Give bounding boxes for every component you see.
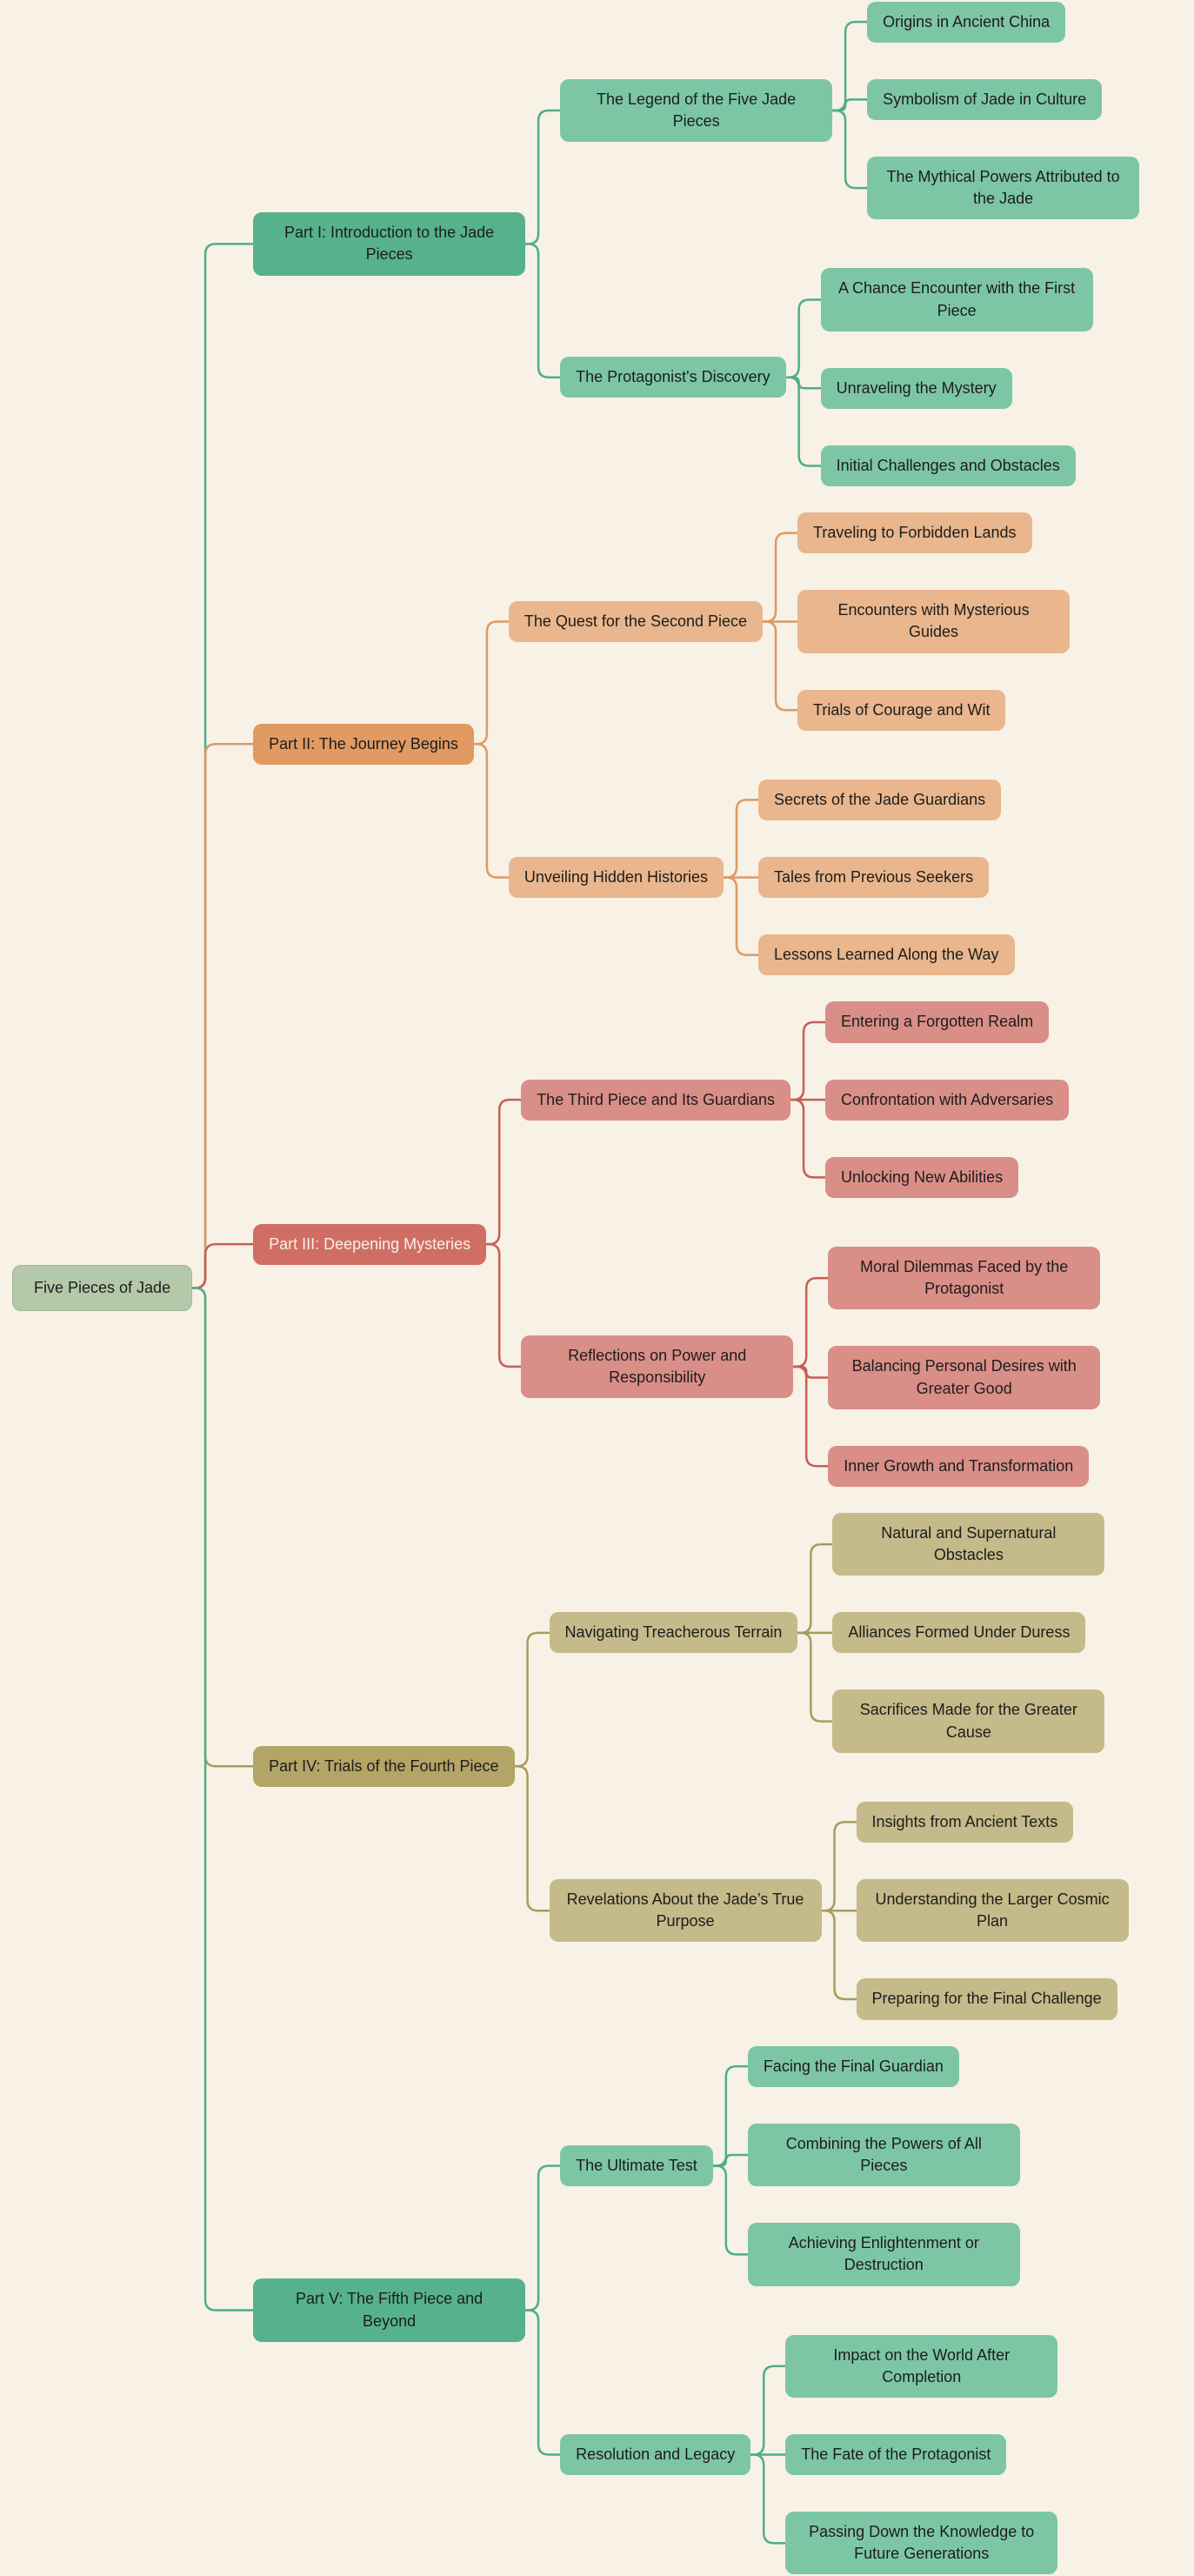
mindmap-node-insights-from-ancient-texts[interactable]: Insights from Ancient Texts xyxy=(857,1802,1074,1843)
branch-the-fate-of-the-protagonist xyxy=(785,2434,1057,2475)
mindmap-node-resolution-and-legacy[interactable]: Resolution and Legacy xyxy=(560,2434,750,2475)
branch-revelations-about-the-jade-s-true-purpose xyxy=(550,1802,1129,2020)
mindmap-node-unraveling-the-mystery[interactable]: Unraveling the Mystery xyxy=(821,368,1012,409)
mindmap-node-revelations-about-the-jade-s-true-purpose[interactable]: Revelations About the Jade’s True Purpose xyxy=(550,1879,822,1942)
children-of-part-iv-trials-of-the-fourth-piece xyxy=(550,1513,1129,2020)
branch-inner-growth-and-transformation xyxy=(828,1446,1100,1487)
branch-part-i-introduction-to-the-jade-pieces xyxy=(253,2,1139,487)
branch-navigating-treacherous-terrain xyxy=(550,1513,1129,1753)
branch-secrets-of-the-jade-guardians xyxy=(758,779,1015,820)
branch-origins-in-ancient-china xyxy=(867,2,1139,43)
branch-the-mythical-powers-attributed-to-the-jade xyxy=(867,157,1139,219)
children-of-revelations-about-the-jade-s-true-purpose xyxy=(857,1802,1129,2020)
children-of-navigating-treacherous-terrain xyxy=(832,1513,1104,1753)
mindmap-node-part-v-the-fifth-piece-and-beyond[interactable]: Part V: The Fifth Piece and Beyond xyxy=(253,2278,525,2341)
children-of-part-ii-the-journey-begins xyxy=(509,512,1070,975)
mindmap-node-lessons-learned-along-the-way[interactable]: Lessons Learned Along the Way xyxy=(758,934,1015,975)
mindmap-node-the-third-piece-and-its-guardians[interactable]: The Third Piece and Its Guardians xyxy=(521,1080,790,1121)
mindmap-node-the-fate-of-the-protagonist[interactable]: The Fate of the Protagonist xyxy=(785,2434,1006,2475)
mindmap-node-understanding-the-larger-cosmic-plan[interactable]: Understanding the Larger Cosmic Plan xyxy=(857,1879,1129,1942)
branch-impact-on-the-world-after-completion xyxy=(785,2335,1057,2398)
mindmap-node-the-quest-for-the-second-piece[interactable]: The Quest for the Second Piece xyxy=(509,601,763,642)
mindmap-node-inner-growth-and-transformation[interactable]: Inner Growth and Transformation xyxy=(828,1446,1089,1487)
branch-part-ii-the-journey-begins xyxy=(253,512,1139,975)
branch-trials-of-courage-and-wit xyxy=(797,690,1070,731)
mindmap-node-sacrifices-made-for-the-greater-cause[interactable]: Sacrifices Made for the Greater Cause xyxy=(832,1689,1104,1752)
mindmap-node-impact-on-the-world-after-completion[interactable]: Impact on the World After Completion xyxy=(785,2335,1057,2398)
branch-confrontation-with-adversaries xyxy=(825,1080,1069,1121)
mindmap-node-tales-from-previous-seekers[interactable]: Tales from Previous Seekers xyxy=(758,857,989,898)
mindmap-node-initial-challenges-and-obstacles[interactable]: Initial Challenges and Obstacles xyxy=(821,445,1076,486)
mindmap-node-natural-and-supernatural-obstacles[interactable]: Natural and Supernatural Obstacles xyxy=(832,1513,1104,1576)
branch-symbolism-of-jade-in-culture xyxy=(867,79,1139,120)
branch-part-iii-deepening-mysteries xyxy=(253,1001,1139,1487)
mindmap-node-part-ii-the-journey-begins[interactable]: Part II: The Journey Begins xyxy=(253,724,474,765)
mindmap-node-the-mythical-powers-attributed-to-the-jade[interactable]: The Mythical Powers Attributed to the Jade xyxy=(867,157,1139,219)
children-of-part-v-the-fifth-piece-and-beyond xyxy=(560,2046,1057,2575)
mindmap-node-origins-in-ancient-china[interactable]: Origins in Ancient China xyxy=(867,2,1065,43)
children-of-resolution-and-legacy xyxy=(785,2335,1057,2575)
branch-the-protagonist-s-discovery xyxy=(560,268,1139,486)
branch-combining-the-powers-of-all-pieces xyxy=(748,2124,1020,2186)
branch-moral-dilemmas-faced-by-the-protagonist xyxy=(828,1247,1100,1309)
children-of-five-pieces-of-jade xyxy=(253,2,1139,2575)
children-of-the-ultimate-test xyxy=(748,2046,1020,2286)
mindmap-node-trials-of-courage-and-wit[interactable]: Trials of Courage and Wit xyxy=(797,690,1005,731)
mindmap-node-alliances-formed-under-duress[interactable]: Alliances Formed Under Duress xyxy=(832,1612,1085,1653)
mindmap-node-passing-down-the-knowledge-to-future-generations[interactable]: Passing Down the Knowledge to Future Generations xyxy=(785,2512,1057,2574)
mindmap-node-traveling-to-forbidden-lands[interactable]: Traveling to Forbidden Lands xyxy=(797,512,1031,553)
mindmap-node-unveiling-hidden-histories[interactable]: Unveiling Hidden Histories xyxy=(509,857,724,898)
root-node-five-pieces-of-jade[interactable]: Five Pieces of Jade xyxy=(12,1265,192,1311)
mindmap-node-encounters-with-mysterious-guides[interactable]: Encounters with Mysterious Guides xyxy=(797,590,1070,652)
mindmap-node-part-iv-trials-of-the-fourth-piece[interactable]: Part IV: Trials of the Fourth Piece xyxy=(253,1746,514,1787)
branch-the-ultimate-test xyxy=(560,2046,1057,2286)
branch-the-third-piece-and-its-guardians xyxy=(521,1001,1100,1198)
branch-traveling-to-forbidden-lands xyxy=(797,512,1070,553)
branch-tales-from-previous-seekers xyxy=(758,857,1015,898)
branch-balancing-personal-desires-with-greater-good xyxy=(828,1346,1100,1408)
branch-resolution-and-legacy xyxy=(560,2335,1057,2575)
branch-facing-the-final-guardian xyxy=(748,2046,1020,2087)
mindmap-node-confrontation-with-adversaries[interactable]: Confrontation with Adversaries xyxy=(825,1080,1069,1121)
branch-achieving-enlightenment-or-destruction xyxy=(748,2223,1020,2285)
branch-passing-down-the-knowledge-to-future-generations xyxy=(785,2512,1057,2574)
branch-natural-and-supernatural-obstacles xyxy=(832,1513,1104,1576)
branch-part-iv-trials-of-the-fourth-piece xyxy=(253,1513,1139,2020)
mindmap-node-facing-the-final-guardian[interactable]: Facing the Final Guardian xyxy=(748,2046,959,2087)
branch-unveiling-hidden-histories xyxy=(509,779,1070,976)
mindmap-node-preparing-for-the-final-challenge[interactable]: Preparing for the Final Challenge xyxy=(857,1978,1117,2019)
children-of-the-legend-of-the-five-jade-pieces xyxy=(867,2,1139,220)
mindmap-node-moral-dilemmas-faced-by-the-protagonist[interactable]: Moral Dilemmas Faced by the Protagonist xyxy=(828,1247,1100,1309)
children-of-part-i-introduction-to-the-jade-pieces xyxy=(560,2,1139,487)
branch-five-pieces-of-jade xyxy=(12,2,1139,2575)
branch-alliances-formed-under-duress xyxy=(832,1612,1104,1653)
branch-lessons-learned-along-the-way xyxy=(758,934,1015,975)
mindmap-node-part-iii-deepening-mysteries[interactable]: Part III: Deepening Mysteries xyxy=(253,1224,486,1265)
branch-initial-challenges-and-obstacles xyxy=(821,445,1093,486)
branch-insights-from-ancient-texts xyxy=(857,1802,1129,1843)
children-of-the-third-piece-and-its-guardians xyxy=(825,1001,1069,1198)
mindmap-node-achieving-enlightenment-or-destruction[interactable]: Achieving Enlightenment or Destruction xyxy=(748,2223,1020,2285)
mindmap-node-navigating-treacherous-terrain[interactable]: Navigating Treacherous Terrain xyxy=(550,1612,798,1653)
children-of-reflections-on-power-and-responsibility xyxy=(828,1247,1100,1487)
mindmap-node-entering-a-forgotten-realm[interactable]: Entering a Forgotten Realm xyxy=(825,1001,1049,1042)
mindmap-node-the-protagonist-s-discovery[interactable]: The Protagonist's Discovery xyxy=(560,357,786,398)
mindmap-node-secrets-of-the-jade-guardians[interactable]: Secrets of the Jade Guardians xyxy=(758,779,1001,820)
branch-preparing-for-the-final-challenge xyxy=(857,1978,1129,2019)
mindmap-node-the-ultimate-test[interactable]: The Ultimate Test xyxy=(560,2145,713,2186)
mindmap-node-part-i-introduction-to-the-jade-pieces[interactable]: Part I: Introduction to the Jade Pieces xyxy=(253,212,525,275)
mindmap-node-unlocking-new-abilities[interactable]: Unlocking New Abilities xyxy=(825,1157,1018,1198)
branch-unraveling-the-mystery xyxy=(821,368,1093,409)
branch-understanding-the-larger-cosmic-plan xyxy=(857,1879,1129,1942)
mindmap-node-the-legend-of-the-five-jade-pieces[interactable]: The Legend of the Five Jade Pieces xyxy=(560,79,832,142)
children-of-the-protagonist-s-discovery xyxy=(821,268,1093,486)
branch-part-v-the-fifth-piece-and-beyond xyxy=(253,2046,1139,2575)
branch-the-quest-for-the-second-piece xyxy=(509,512,1070,731)
mindmap-node-reflections-on-power-and-responsibility[interactable]: Reflections on Power and Responsibility xyxy=(521,1335,793,1398)
mindmap-node-balancing-personal-desires-with-greater-good[interactable]: Balancing Personal Desires with Greater Good xyxy=(828,1346,1100,1408)
mindmap-node-symbolism-of-jade-in-culture[interactable]: Symbolism of Jade in Culture xyxy=(867,79,1102,120)
branch-encounters-with-mysterious-guides xyxy=(797,590,1070,652)
branch-reflections-on-power-and-responsibility xyxy=(521,1247,1100,1487)
branch-sacrifices-made-for-the-greater-cause xyxy=(832,1689,1104,1752)
mindmap-node-combining-the-powers-of-all-pieces[interactable]: Combining the Powers of All Pieces xyxy=(748,2124,1020,2186)
children-of-unveiling-hidden-histories xyxy=(758,779,1015,976)
branch-a-chance-encounter-with-the-first-piece xyxy=(821,268,1093,331)
children-of-the-quest-for-the-second-piece xyxy=(797,512,1070,731)
branch-unlocking-new-abilities xyxy=(825,1157,1069,1198)
branch-entering-a-forgotten-realm xyxy=(825,1001,1069,1042)
branch-the-legend-of-the-five-jade-pieces xyxy=(560,2,1139,220)
mindmap-node-a-chance-encounter-with-the-first-piece[interactable]: A Chance Encounter with the First Piece xyxy=(821,268,1093,331)
children-of-part-iii-deepening-mysteries xyxy=(521,1001,1100,1487)
